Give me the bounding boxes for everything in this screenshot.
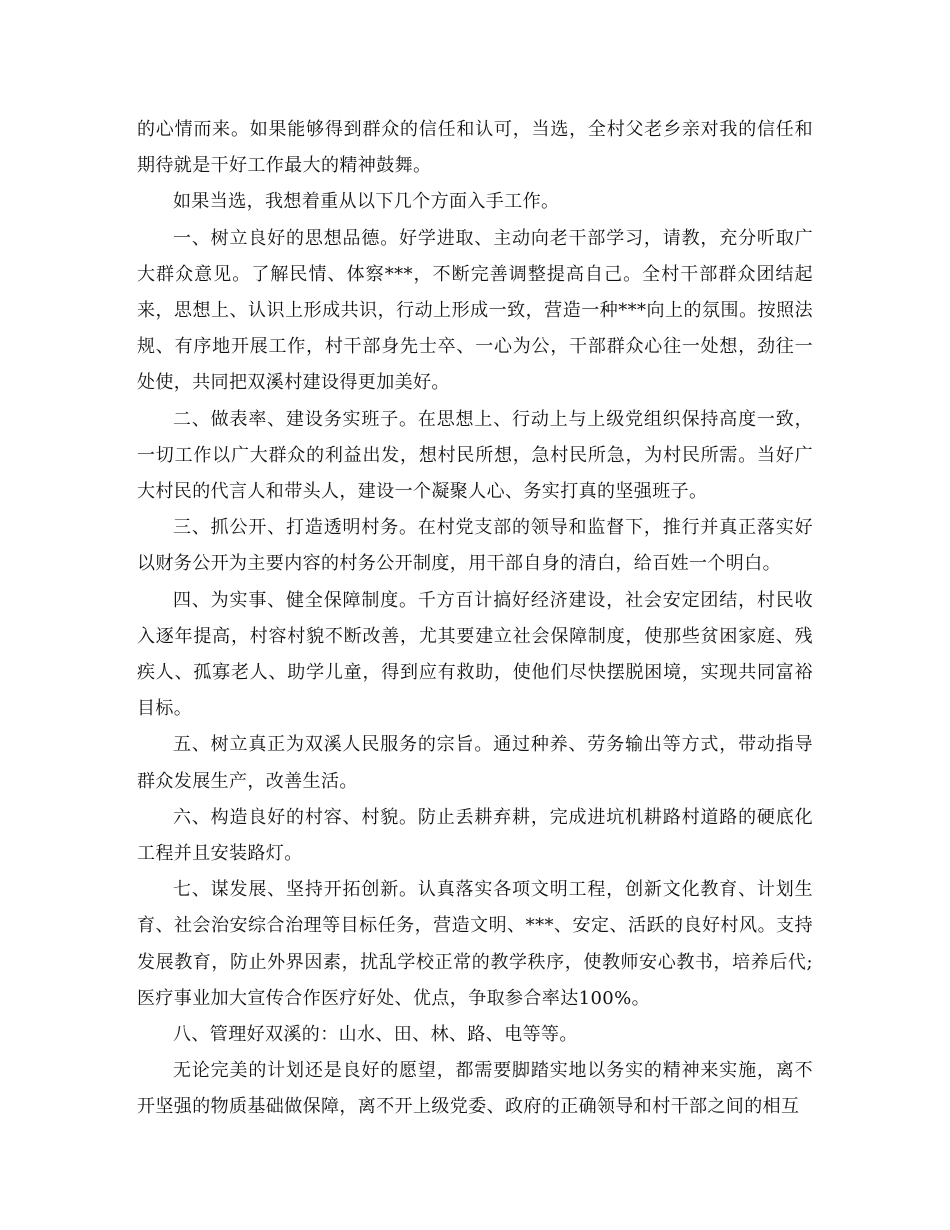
paragraph-point-6: 六、构造良好的村容、村貌。防止丢耕弃耕，完成进坑机耕路村道路的硬底化工程并且安装路灯。 bbox=[137, 806, 813, 865]
paragraph-intro: 如果当选，我想着重从以下几个方面入手工作。 bbox=[173, 191, 560, 213]
paragraph-continuation: 的心情而来。如果能够得到群众的信任和认可，当选，全村父老乡亲对我的信任和期待就是干好工作最大的精神鼓舞。 bbox=[137, 119, 813, 177]
paragraph-point-5: 五、树立真正为双溪人民服务的宗旨。通过种养、劳务输出等方式，带动指导群众发展生产，改善生活。 bbox=[137, 734, 813, 792]
paragraph-point-4: 四、为实事、健全保障制度。千方百计搞好经济建设，社会安定团结，村民收入逐年提高，村容村貌不断改善，尤其要建立社会保障制度，使那些贫困家庭、残疾人、孤寡老人、助学儿童，得到应有救助，使他们尽快摆脱困境，实现共同富裕目标。 bbox=[137, 589, 813, 720]
paragraph-point-7: 七、谋发展、坚持开拓创新。认真落实各项文明工程，创新文化教育、计划生育、社会治安综合治理等目标任务，营造文明、***、安定、活跃的良好村风。支持发展教育，防止外界因素，扰乱学校正常的教学秩序，使教师安心教书，培养后代;医疗事业加大宣传合作医疗好处、优点，争取参合率达100%。 bbox=[137, 879, 813, 1009]
document-body bbox=[137, 112, 813, 1126]
paragraph-closing: 无论完美的计划还是良好的愿望，都需要脚踏实地以务实的精神来实施，离不开坚强的物质基础做保障，离不开上级党委、政府的正确领导和村干部之间的相互 bbox=[137, 1060, 813, 1118]
paragraph-point-2: 二、做表率、建设务实班子。在思想上、行动上与上级党组织保持高度一致，一切工作以广大群众的利益出发，想村民所想，急村民所急，为村民所需。当好广大村民的代言人和带头人，建设一个凝聚人心、务实打真的坚强班子。 bbox=[137, 408, 813, 503]
paragraph-point-1: 一、树立良好的思想品德。好学进取、主动向老干部学习，请教，充分听取广大群众意见。了解民情、体察***，不断完善调整提高自己。全村干部群众团结起来，思想上、认识上形成共识，行动上形成一致，营造一种***向上的氛围。按照法规、有序地开展工作，村干部身先士卒、一心为公，干部群众心往一处想，劲往一处使，共同把双溪村建设得更加美好。 bbox=[137, 227, 813, 394]
paragraph-point-3: 三、抓公开、打造透明村务。在村党支部的领导和监督下，推行并真正落实好以财务公开为主要内容的村务公开制度，用干部自身的清白，给百姓一个明白。 bbox=[137, 517, 813, 575]
paragraph-point-8: 八、管理好双溪的：山水、田、林、路、电等等。 bbox=[173, 1024, 578, 1046]
